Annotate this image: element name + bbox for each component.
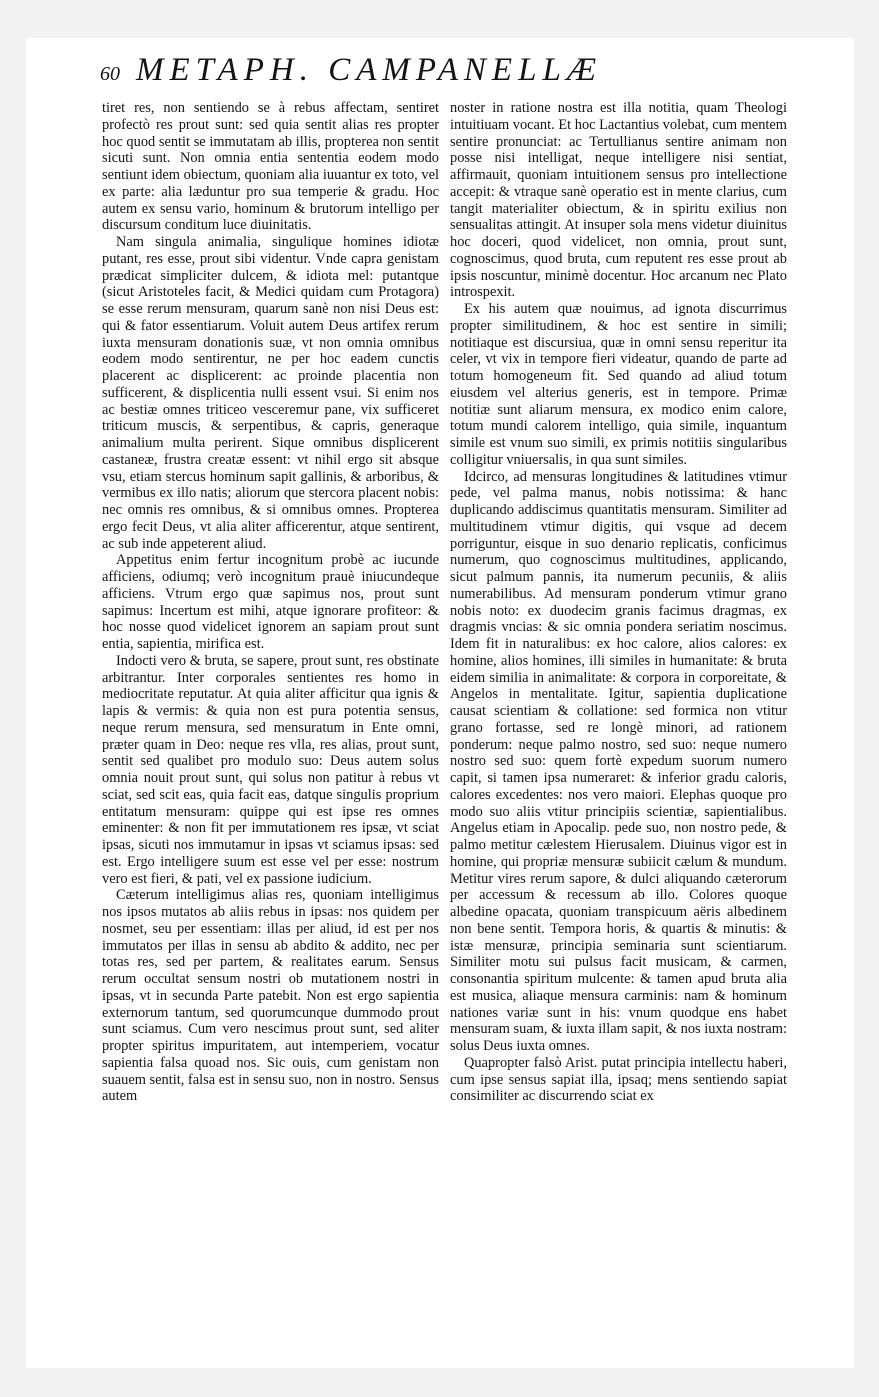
paragraph: tiret res, non sentiendo se à rebus affectam, sentiret profectò res prout sunt: sed quia sentit alias res propter hoc quod sentit se immutatam ab illis, propterea non sentit sicuti sunt. Non omnia entia sententia eodem modo sentiunt idem obiectum, quoniam alia iuuantur ex toto, vel ex parte: alia læduntur pro sua temperie & gradu. Hoc autem ex sensu vario, hominum & brutorum intelligo per discursum conditum luce diuinitatis. [102, 100, 439, 234]
paragraph: Indocti vero & bruta, se sapere, prout sunt, res obstinate arbitrantur. Inter corporales sentientes res homo in mediocritate reputatur. At quia aliter afficitur qua ignis & lapis & vermis: & quia non est pura potentia sensus, neque rerum mensura, sed mensuratum in Ente omni, præter quam in Deo: neque res vlla, res alias, prout sunt, sentit sed qualibet pro modulo suo: Deus autem solus omnia nouit prout sunt, qui solus non patitur à rebus vt sciat, sed scit eas, quia facit eas, datque singulis proprium entitatum mensuram: quippe qui est ipse res omnes eminenter: & non fit per immutationem res ipsæ, vt sciat ipsas, sicuti nos immutamur in ipsas vt sciamus ipsas: sed est. Ergo intelligere suum est esse vel per esse: nostrum vero est fieri, & pati, vel ex passione iudicium. [102, 652, 439, 887]
page-number: 60 [100, 63, 120, 85]
running-title: METAPH. CAMPANELLÆ [136, 52, 603, 88]
book-page [26, 38, 854, 1368]
paragraph: Idcirco, ad mensuras longitudines & latitudines vtimur pede, vel palma manus, nobis notissima: & hanc duplicando addiscimus quantitatis mensuram. Similiter ad multitudinem vtimur digitis, qui vsque ad decem porriguntur, eisque in suo denario replicatis, conficimus numerum, quo cognoscimus multitudines, applicando, sicut palmum pannis, ita numerum pecuniis, & aliis numerabilibus. Ad mensuram ponderum vtimur grano nobis noto: ex duodecim granis facimus dragmas, ex dragmis vncias: & sic omnia pondera seriatim noscimus. Idem fit in naturalibus: ex hoc calore, alios calores: ex homine, alios homines, illi similes in humanitate: & bruta eidem similia in animalitate: & corpora in corporeitate, & Angelos in mentalitate. Igitur, sapientia duplicatione causat scientiam & collatione: sed formica non vtitur grano fortasse, sed re longè minori, ad rationem ponderum: neque palmo nostro, sed suo: neque numero nostro sed suo: quem fortè expedum suorum numero capit, si tamen ipsa numeraret: & inferior gradu caloris, calores excedentes: nos vero maiori. Elephas quoque pro modo suo aliis vtitur principiis scientiæ, sapientialibus. Angelus etiam in Apocalip. pede suo, non nostro pede, & palmo metitur cælestem Hierusalem. Diuinus vigor est in homine, qui propriæ mensuræ subiicit cælum & mundum. Metitur vires rerum sapore, & dulci aliquando cæterorum per accessum & recessum ab illo. Colores quoque albedine opacata, quoniam transpicuum aëris albedinem non bene sentit. Tempora horis, & quartis & minutis: & istæ mensuræ, principia seminaria sunt scientiarum. Similiter motu sui pulsus facit musicam, & carmen, consonantia spiritum mulcente: & tamen apud bruta alia est musica, aliaque mensura carminis: nam & hominum nationes variæ sunt in his: vnum quodque ens habet mensuram suam, & iuxta illam sapit, & nos iuxta nostram: solus Deus iuxta omnes. [450, 468, 787, 1054]
paragraph: Ex his autem quæ nouimus, ad ignota discurrimus propter similitudinem, & hoc est sentire in simili; notitiaque est discursiua, quæ in omni sensu reperitur ita celer, vt vix in tempore fieri videatur, quando de parte ad totum homogeneum fit. Sed quando ad aliud totum eiusdem vel alterius generis, est in tempore. Primæ notitiæ sunt aliarum mensura, ex modico enim calore, totum mundi calorem intelligo, quia simile, inquantum simile est vnum suo simili, ex primis notitiis singularibus colligitur vniuersalis, in qua sunt similes. [450, 301, 787, 468]
running-header [100, 52, 790, 102]
right-column [450, 100, 787, 1105]
paragraph: Nam singula animalia, singulique homines idiotæ putant, res esse, prout sibi videntur. Vnde capra genistam prædicat simpliciter dulcem, & idiota mel: putantque (sicut Aristoteles facit, & Medici quidam cum Protagora) se esse rerum mensuram, quarum sanè non nisi Deus est: qui & fator essentiarum. Voluit autem Deus artifex rerum iuxta mensuram donationis suæ, vt non omnia omnibus eodem modo sentirentur, ne per hoc eadem cunctis placerent ac displicerent: ac proinde placentia non sufficerent, & displicentia nulli essent vsui. Si enim nos ac bestiæ omnes triticeo vesceremur pane, vix sufficeret triticum muscis, & serpentibus, & capris, generaque animalium multa perirent. Sique omnibus displicerent castaneæ, frustra creatæ essent: vt nihil ergo sit absque vsu, etiam stercus hominum sapit gallinis, & arboribus, & vermibus ex illo natis; aliorum que stercora placent nobis: nec omnis res omnibus, & si omnibus omnes. Propterea ergo fecit Deus, vt alia aliter afficerentur, atque sentirent, ac sub inde appeterent aliud. [102, 234, 439, 552]
left-column [102, 100, 439, 1105]
paragraph: noster in ratione nostra est illa notitia, quam Theologi intuitiuam vocant. Et hoc Lactantius volebat, cum mentem sentire pronunciat: ac Tertullianus sentire animam non posse nisi intelligat, neque intelligere nisi sentiat, affirmauit, quoniam intuitionem sensus pro intellectione accepit: & vtraque sanè operatio est in mente clarius, cum tangit materialiter obiectum, & in spiritu exilius non sensualitas attingit. At insuper sola mens videtur diuinitus hoc doceri, quod videlicet, non omnia, prout sunt, cognoscimus, quod bruta, cum reputent res esse prout ab ipsis noscuntur, minimè docentur. Hoc arcanum nec Plato introspexit. [450, 100, 787, 301]
paragraph: Cæterum intelligimus alias res, quoniam intelligimus nos ipsos mutatos ab aliis rebus in ipsas: nos quidem per nosmet, seu per essentiam: illas per aliud, id est per nos immutatos per illas in sensu ab abdito & addito, nec per totas res, sed per partem, & realitates earum. Sensus rerum occultat sensum nostri ob mutationem nostri in ipsas, vt in secunda Parte patebit. Non est ergo sapientia externorum tantum, sed quorumcunque dummodo prout sunt sciamus. Cum vero nescimus prout sunt, sed aliter propter spiritus impuritatem, aut intemperiem, vocatur sapientia falsa quoad nos. Sic ouis, cum genistam non suauem sentit, falsa est in sensu suo, non in nostro. Sensus autem [102, 887, 439, 1105]
paragraph: Appetitus enim fertur incognitum probè ac iucunde afficiens, odiumq; verò incognitum prauè iniucundeque afficiens. Vtrum ergo quæ sapimus nos, prout sunt sapimus: Incertum est mihi, atque ignorare profiteor: & hoc nosse quod videlicet ignorem an sapiam prout sunt entia, sapientia, mirifica est. [102, 552, 439, 652]
paragraph: Quapropter falsò Arist. putat principia intellectu haberi, cum ipse sensus sapiat illa, ipsaq; mens sentiendo sapiat consimiliter ac discurrendo sciat ex [450, 1054, 787, 1105]
